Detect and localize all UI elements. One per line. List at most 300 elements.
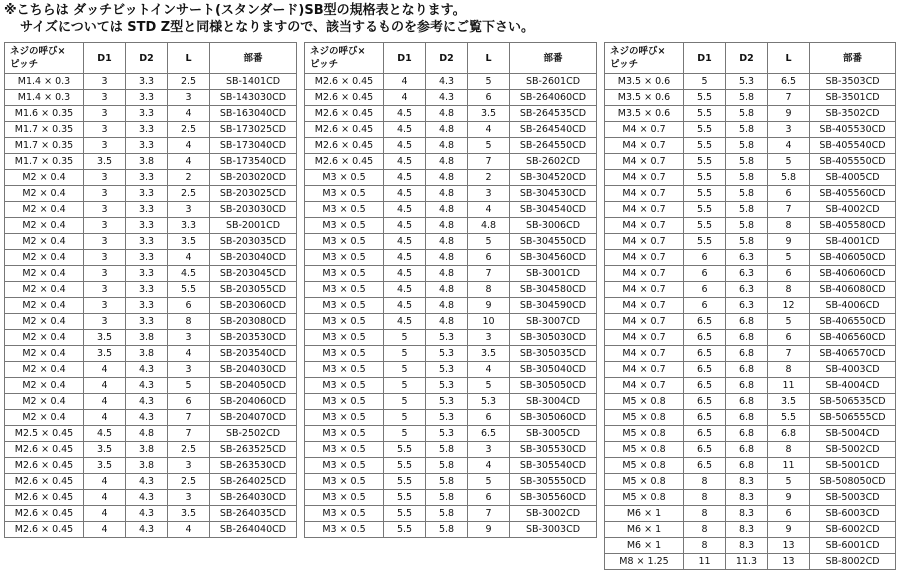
- cell-d1: 8: [684, 538, 726, 554]
- cell-part: SB-4002CD: [810, 202, 896, 218]
- cell-l: 2.5: [168, 474, 210, 490]
- header-d2: D2: [726, 43, 768, 74]
- cell-d2: 4.8: [426, 282, 468, 298]
- cell-l: 5: [468, 74, 510, 90]
- table-row: [305, 474, 597, 490]
- cell-part: SB-203055CD: [210, 282, 297, 298]
- cell-d1: 6: [684, 298, 726, 314]
- cell-part: SB-203060CD: [210, 298, 297, 314]
- cell-d2: 5.8: [726, 234, 768, 250]
- cell-size: M2.6 × 0.45: [305, 138, 384, 154]
- cell-d1: 4.5: [84, 426, 126, 442]
- table-row: [305, 202, 597, 218]
- cell-size: M2.6 × 0.45: [5, 490, 84, 506]
- table-row: [605, 122, 896, 138]
- cell-size: M2 × 0.4: [5, 410, 84, 426]
- cell-size: M3 × 0.5: [305, 378, 384, 394]
- table-row: [605, 74, 896, 90]
- cell-size: M3 × 0.5: [305, 346, 384, 362]
- cell-part: SB-3005CD: [510, 426, 597, 442]
- cell-size: M3 × 0.5: [305, 218, 384, 234]
- cell-l: 9: [468, 298, 510, 314]
- cell-size: M4 × 0.7: [605, 154, 684, 170]
- cell-d2: 5.3: [426, 346, 468, 362]
- cell-d1: 4.5: [384, 282, 426, 298]
- cell-part: SB-264030CD: [210, 490, 297, 506]
- cell-d1: 6: [684, 266, 726, 282]
- cell-size: M4 × 0.7: [605, 266, 684, 282]
- cell-d1: 5.5: [684, 234, 726, 250]
- cell-size: M4 × 0.7: [605, 330, 684, 346]
- cell-size: M3 × 0.5: [305, 298, 384, 314]
- cell-l: 3: [168, 490, 210, 506]
- cell-size: M3 × 0.5: [305, 362, 384, 378]
- cell-d2: 4.3: [126, 522, 168, 538]
- cell-d1: 6.5: [684, 442, 726, 458]
- cell-size: M4 × 0.7: [605, 234, 684, 250]
- cell-d2: 6.8: [726, 346, 768, 362]
- table-row: [605, 218, 896, 234]
- cell-l: 7: [768, 202, 810, 218]
- cell-part: SB-3003CD: [510, 522, 597, 538]
- cell-d2: 4.3: [126, 362, 168, 378]
- cell-d1: 4.5: [384, 250, 426, 266]
- header-size-line1: ネジの呼び×: [610, 46, 666, 57]
- table-row: [5, 442, 297, 458]
- header-part: 部番: [810, 43, 896, 74]
- cell-l: 6.8: [768, 426, 810, 442]
- spec-table-1: [4, 42, 297, 538]
- cell-size: M1.7 × 0.35: [5, 122, 84, 138]
- cell-d2: 8.3: [726, 474, 768, 490]
- cell-d2: 3.3: [126, 186, 168, 202]
- cell-d2: 5.8: [726, 202, 768, 218]
- cell-size: M1.4 × 0.3: [5, 74, 84, 90]
- cell-d2: 5.8: [726, 218, 768, 234]
- cell-d2: 5.8: [726, 122, 768, 138]
- cell-d1: 6: [684, 250, 726, 266]
- cell-size: M5 × 0.8: [605, 426, 684, 442]
- cell-part: SB-143030CD: [210, 90, 297, 106]
- cell-d2: 5.3: [726, 74, 768, 90]
- cell-size: M4 × 0.7: [605, 218, 684, 234]
- cell-d2: 4.8: [426, 202, 468, 218]
- cell-size: M3 × 0.5: [305, 234, 384, 250]
- cell-d1: 8: [684, 474, 726, 490]
- cell-d1: 6.5: [684, 426, 726, 442]
- cell-l: 7: [468, 506, 510, 522]
- cell-d2: 4.8: [426, 186, 468, 202]
- header-size-line2: ピッチ: [10, 59, 39, 70]
- cell-part: SB-305540CD: [510, 458, 597, 474]
- table-row: [5, 506, 297, 522]
- table-row: [305, 282, 597, 298]
- cell-part: SB-304530CD: [510, 186, 597, 202]
- cell-l: 6: [768, 186, 810, 202]
- cell-l: 3: [468, 442, 510, 458]
- cell-l: 9: [768, 522, 810, 538]
- header-d2: D2: [426, 43, 468, 74]
- cell-part: SB-203035CD: [210, 234, 297, 250]
- cell-l: 13: [768, 554, 810, 570]
- cell-l: 2: [468, 170, 510, 186]
- cell-l: 12: [768, 298, 810, 314]
- spec-table-3: [604, 42, 896, 570]
- cell-d2: 5.8: [426, 522, 468, 538]
- cell-size: M2.6 × 0.45: [5, 506, 84, 522]
- table-row: [605, 186, 896, 202]
- table-row: [305, 442, 597, 458]
- cell-l: 3.5: [468, 106, 510, 122]
- cell-d2: 3.3: [126, 250, 168, 266]
- cell-d1: 3: [84, 282, 126, 298]
- cell-d2: 5.3: [426, 410, 468, 426]
- cell-d1: 4.5: [384, 154, 426, 170]
- cell-part: SB-264550CD: [510, 138, 597, 154]
- cell-size: M2.5 × 0.45: [5, 426, 84, 442]
- cell-l: 6.5: [768, 74, 810, 90]
- table-row: [5, 74, 297, 90]
- cell-part: SB-203540CD: [210, 346, 297, 362]
- cell-d2: 4.3: [126, 394, 168, 410]
- cell-d1: 5.5: [684, 170, 726, 186]
- cell-l: 4: [168, 106, 210, 122]
- table-row: [305, 314, 597, 330]
- cell-part: SB-4005CD: [810, 170, 896, 186]
- table-row: [605, 442, 896, 458]
- cell-d2: 5.3: [426, 330, 468, 346]
- cell-part: SB-6003CD: [810, 506, 896, 522]
- cell-l: 4: [468, 122, 510, 138]
- header-part: 部番: [210, 43, 297, 74]
- cell-d2: 4.8: [426, 170, 468, 186]
- cell-d2: 3.3: [126, 218, 168, 234]
- cell-part: SB-3501CD: [810, 90, 896, 106]
- cell-size: M2 × 0.4: [5, 330, 84, 346]
- table-row: [5, 410, 297, 426]
- table-row: [305, 90, 597, 106]
- cell-part: SB-6001CD: [810, 538, 896, 554]
- table-row: [5, 122, 297, 138]
- cell-size: M4 × 0.7: [605, 314, 684, 330]
- cell-d1: 5.5: [684, 122, 726, 138]
- cell-size: M1.6 × 0.35: [5, 106, 84, 122]
- cell-l: 3.3: [168, 218, 210, 234]
- cell-part: SB-2502CD: [210, 426, 297, 442]
- cell-d1: 4: [84, 410, 126, 426]
- cell-d1: 3: [84, 74, 126, 90]
- cell-part: SB-3503CD: [810, 74, 896, 90]
- cell-l: 6: [168, 394, 210, 410]
- cell-size: M2 × 0.4: [5, 170, 84, 186]
- cell-part: SB-2001CD: [210, 218, 297, 234]
- cell-l: 8: [468, 282, 510, 298]
- notes: [4, 2, 534, 36]
- cell-d1: 8: [684, 522, 726, 538]
- cell-size: M2.6 × 0.45: [305, 154, 384, 170]
- cell-d1: 4.5: [384, 298, 426, 314]
- table-row: [605, 266, 896, 282]
- cell-d2: 5.8: [726, 106, 768, 122]
- cell-d2: 6.8: [726, 458, 768, 474]
- table-row: [605, 362, 896, 378]
- table-row: [605, 170, 896, 186]
- cell-d1: 4.5: [384, 266, 426, 282]
- table-row: [5, 490, 297, 506]
- table-row: [5, 106, 297, 122]
- header-size-line1: ネジの呼び×: [10, 46, 66, 57]
- cell-part: SB-304590CD: [510, 298, 597, 314]
- cell-part: SB-204030CD: [210, 362, 297, 378]
- header-part: 部番: [510, 43, 597, 74]
- cell-d1: 3.5: [84, 458, 126, 474]
- cell-size: M5 × 0.8: [605, 442, 684, 458]
- cell-l: 2.5: [168, 442, 210, 458]
- cell-part: SB-406560CD: [810, 330, 896, 346]
- cell-l: 6: [468, 90, 510, 106]
- cell-l: 7: [168, 410, 210, 426]
- cell-part: SB-5003CD: [810, 490, 896, 506]
- cell-part: SB-305560CD: [510, 490, 597, 506]
- cell-d2: 5.3: [426, 426, 468, 442]
- cell-size: M2 × 0.4: [5, 218, 84, 234]
- cell-d2: 5.8: [726, 170, 768, 186]
- cell-l: 4.5: [168, 266, 210, 282]
- cell-d2: 8.3: [726, 522, 768, 538]
- cell-part: SB-405550CD: [810, 154, 896, 170]
- cell-d1: 4.5: [384, 218, 426, 234]
- cell-l: 9: [768, 106, 810, 122]
- cell-l: 4: [168, 346, 210, 362]
- cell-size: M2.6 × 0.45: [5, 458, 84, 474]
- cell-d1: 3: [84, 186, 126, 202]
- cell-l: 5: [468, 234, 510, 250]
- cell-d2: 5.3: [426, 362, 468, 378]
- cell-d1: 3: [84, 234, 126, 250]
- cell-d1: 3: [84, 90, 126, 106]
- cell-part: SB-203025CD: [210, 186, 297, 202]
- table-row: [5, 394, 297, 410]
- cell-part: SB-304520CD: [510, 170, 597, 186]
- cell-l: 2.5: [168, 122, 210, 138]
- cell-d2: 5.8: [426, 506, 468, 522]
- cell-part: SB-304580CD: [510, 282, 597, 298]
- note-line-2: サイズについては STD Z型と同様となりますので、該当するものを参考にご覧下さい。: [20, 20, 534, 35]
- cell-l: 5: [468, 474, 510, 490]
- table-row: [5, 298, 297, 314]
- table-row: [5, 522, 297, 538]
- cell-d2: 5.3: [426, 394, 468, 410]
- cell-part: SB-4003CD: [810, 362, 896, 378]
- cell-l: 3.5: [768, 394, 810, 410]
- cell-d2: 3.3: [126, 282, 168, 298]
- cell-l: 6.5: [468, 426, 510, 442]
- cell-d2: 5.8: [726, 138, 768, 154]
- table-row: [5, 138, 297, 154]
- cell-l: 3: [468, 330, 510, 346]
- cell-size: M2 × 0.4: [5, 234, 84, 250]
- cell-d2: 3.3: [126, 106, 168, 122]
- table-row: [305, 106, 597, 122]
- table-row: [605, 138, 896, 154]
- cell-d2: 4.8: [426, 250, 468, 266]
- table-row: [605, 394, 896, 410]
- cell-d1: 3: [84, 298, 126, 314]
- cell-part: SB-3001CD: [510, 266, 597, 282]
- table-row: [605, 106, 896, 122]
- cell-d2: 3.8: [126, 330, 168, 346]
- cell-size: M3.5 × 0.6: [605, 90, 684, 106]
- cell-d2: 4.3: [126, 474, 168, 490]
- cell-d2: 6.3: [726, 282, 768, 298]
- cell-d2: 5.8: [426, 474, 468, 490]
- cell-d1: 5: [384, 410, 426, 426]
- cell-d2: 4.3: [126, 410, 168, 426]
- cell-l: 11: [768, 458, 810, 474]
- header-l: L: [768, 43, 810, 74]
- cell-d1: 5.5: [684, 186, 726, 202]
- cell-d2: 4.8: [426, 298, 468, 314]
- cell-d1: 4.5: [384, 186, 426, 202]
- table-row: [5, 458, 297, 474]
- cell-d2: 5.8: [426, 490, 468, 506]
- cell-d2: 4.8: [426, 106, 468, 122]
- cell-size: M3 × 0.5: [305, 490, 384, 506]
- cell-d2: 3.3: [126, 298, 168, 314]
- table-row: [5, 170, 297, 186]
- cell-d2: 6.8: [726, 410, 768, 426]
- cell-d2: 3.3: [126, 170, 168, 186]
- cell-d2: 6.8: [726, 442, 768, 458]
- cell-size: M3 × 0.5: [305, 314, 384, 330]
- cell-d1: 4.5: [384, 170, 426, 186]
- table-row: [305, 74, 597, 90]
- cell-d1: 5.5: [684, 154, 726, 170]
- cell-d1: 3.5: [84, 154, 126, 170]
- cell-d1: 3: [84, 106, 126, 122]
- cell-d2: 4.8: [426, 314, 468, 330]
- header-size-line1: ネジの呼び×: [310, 46, 366, 57]
- table-row: [305, 186, 597, 202]
- cell-l: 6: [468, 250, 510, 266]
- cell-size: M5 × 0.8: [605, 458, 684, 474]
- cell-l: 7: [168, 426, 210, 442]
- cell-size: M6 × 1: [605, 538, 684, 554]
- cell-l: 3: [168, 330, 210, 346]
- cell-d2: 5.8: [426, 442, 468, 458]
- cell-l: 4.8: [468, 218, 510, 234]
- cell-d2: 4.3: [126, 490, 168, 506]
- header-l: L: [468, 43, 510, 74]
- cell-size: M2 × 0.4: [5, 202, 84, 218]
- cell-l: 4: [168, 522, 210, 538]
- table-row: [605, 458, 896, 474]
- cell-d2: 6.8: [726, 378, 768, 394]
- cell-d1: 6.5: [684, 314, 726, 330]
- cell-l: 9: [768, 490, 810, 506]
- cell-d1: 5.5: [684, 202, 726, 218]
- table-row: [5, 346, 297, 362]
- cell-l: 5.3: [468, 394, 510, 410]
- cell-l: 11: [768, 378, 810, 394]
- cell-d2: 3.8: [126, 154, 168, 170]
- cell-l: 3.5: [468, 346, 510, 362]
- cell-size: M3 × 0.5: [305, 410, 384, 426]
- cell-d1: 3: [84, 170, 126, 186]
- cell-size: M4 × 0.7: [605, 250, 684, 266]
- table-row: [605, 378, 896, 394]
- cell-l: 5.8: [768, 170, 810, 186]
- cell-d2: 8.3: [726, 506, 768, 522]
- cell-size: M4 × 0.7: [605, 346, 684, 362]
- cell-d1: 3.5: [84, 330, 126, 346]
- cell-d1: 4.5: [384, 106, 426, 122]
- cell-size: M3 × 0.5: [305, 186, 384, 202]
- header-d1: D1: [684, 43, 726, 74]
- cell-size: M4 × 0.7: [605, 186, 684, 202]
- header-row: [5, 43, 297, 74]
- cell-d1: 5.5: [684, 218, 726, 234]
- table-row: [305, 122, 597, 138]
- cell-size: M2.6 × 0.45: [5, 474, 84, 490]
- table-row: [305, 522, 597, 538]
- cell-part: SB-406550CD: [810, 314, 896, 330]
- cell-part: SB-2602CD: [510, 154, 597, 170]
- cell-size: M4 × 0.7: [605, 298, 684, 314]
- cell-size: M3 × 0.5: [305, 458, 384, 474]
- cell-l: 8: [768, 282, 810, 298]
- cell-l: 5: [468, 138, 510, 154]
- cell-d2: 3.8: [126, 458, 168, 474]
- cell-part: SB-304560CD: [510, 250, 597, 266]
- cell-l: 2.5: [168, 186, 210, 202]
- cell-d1: 3: [84, 202, 126, 218]
- cell-l: 3: [168, 90, 210, 106]
- cell-part: SB-506535CD: [810, 394, 896, 410]
- cell-d1: 11: [684, 554, 726, 570]
- header-size: [5, 43, 84, 74]
- cell-d2: 3.3: [126, 138, 168, 154]
- cell-d1: 5.5: [384, 458, 426, 474]
- cell-d2: 4.8: [426, 218, 468, 234]
- table-row: [605, 298, 896, 314]
- table-row: [305, 170, 597, 186]
- cell-l: 10: [468, 314, 510, 330]
- cell-d1: 3: [84, 138, 126, 154]
- cell-part: SB-405560CD: [810, 186, 896, 202]
- table-row: [5, 474, 297, 490]
- table-row: [305, 330, 597, 346]
- cell-part: SB-305040CD: [510, 362, 597, 378]
- cell-l: 8: [768, 218, 810, 234]
- cell-size: M4 × 0.7: [605, 202, 684, 218]
- table-row: [5, 378, 297, 394]
- cell-part: SB-264535CD: [510, 106, 597, 122]
- cell-size: M4 × 0.7: [605, 170, 684, 186]
- cell-d1: 4: [384, 90, 426, 106]
- table-row: [605, 250, 896, 266]
- table-row: [305, 362, 597, 378]
- cell-l: 2.5: [168, 74, 210, 90]
- cell-part: SB-204050CD: [210, 378, 297, 394]
- cell-d2: 6.8: [726, 362, 768, 378]
- cell-size: M3 × 0.5: [305, 202, 384, 218]
- table-row: [305, 458, 597, 474]
- table-row: [5, 234, 297, 250]
- cell-l: 5: [468, 378, 510, 394]
- cell-d1: 5.5: [384, 442, 426, 458]
- cell-d1: 3.5: [84, 346, 126, 362]
